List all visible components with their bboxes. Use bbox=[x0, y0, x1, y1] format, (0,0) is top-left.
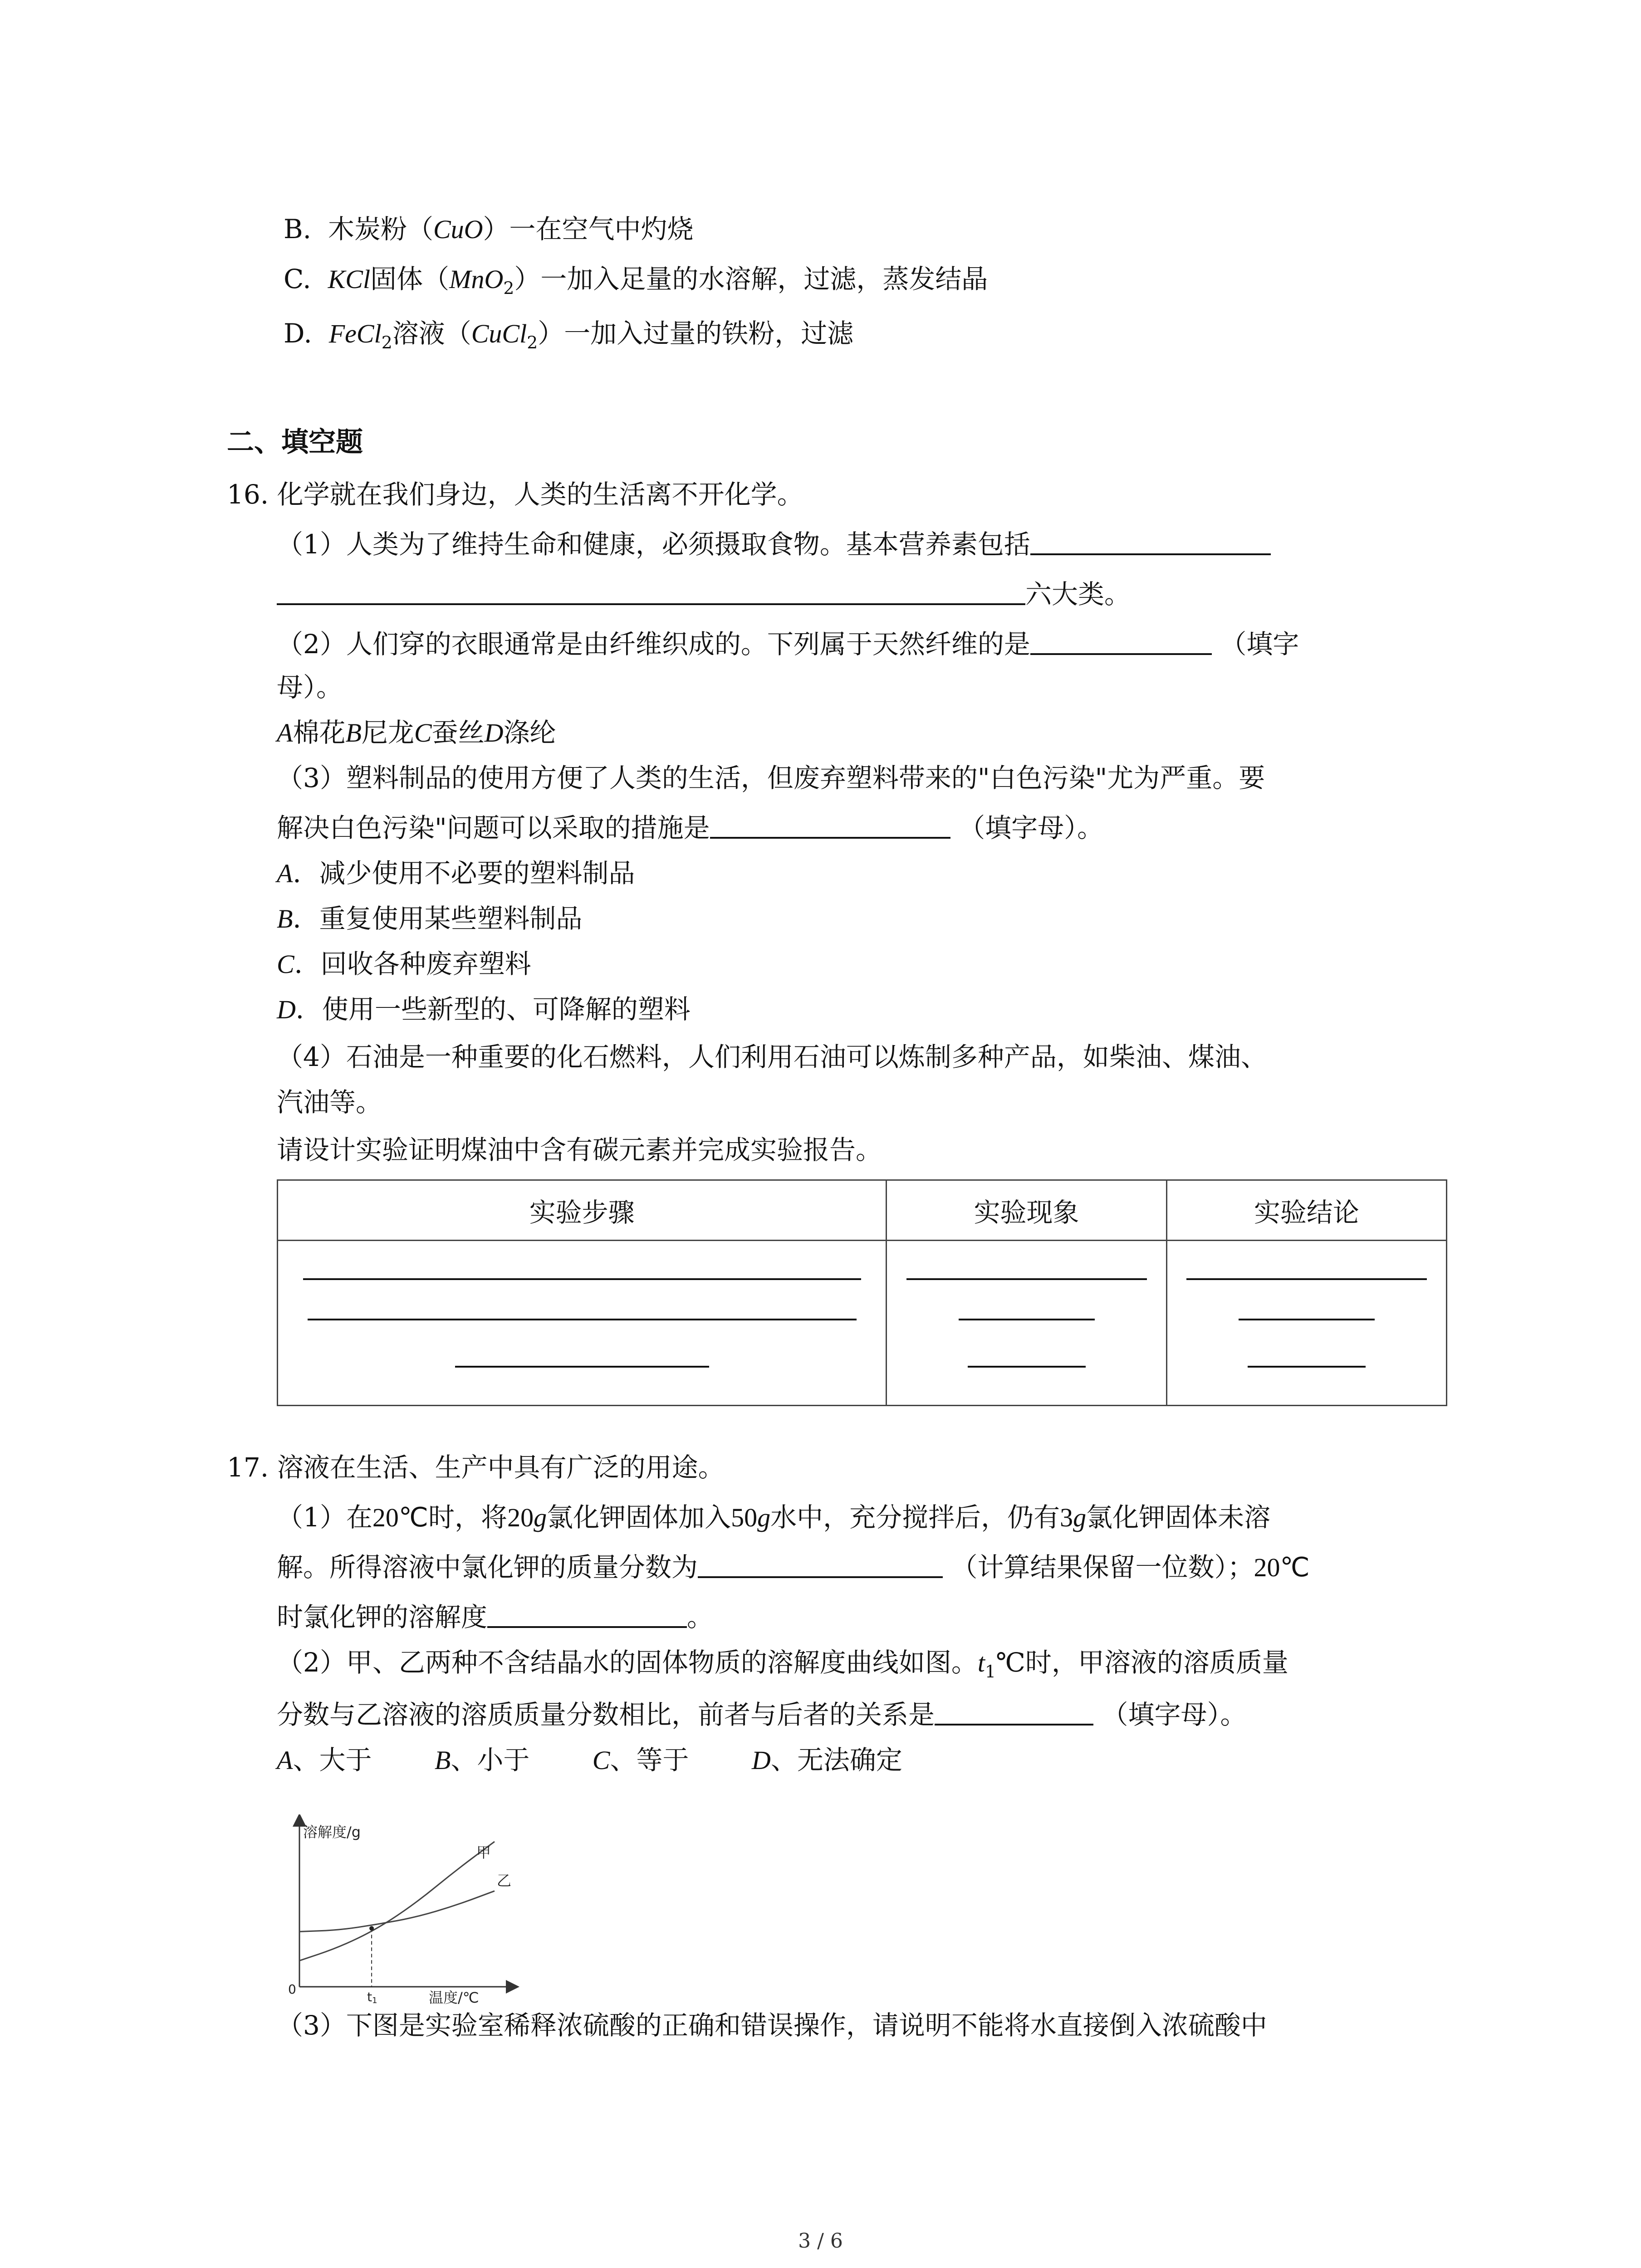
q17-p2-line1: （2）甲、乙两种不含结晶水的固体物质的溶解度曲线如图。$t_1℃$时，甲溶液的溶质质量 bbox=[277, 1647, 1288, 1682]
section-title: 二、填空题 bbox=[227, 426, 363, 458]
option-c: C. KCl固体（MnO$_2$）一加入足量的水溶解，过滤，蒸发结晶 bbox=[284, 264, 988, 298]
answer-blank[interactable] bbox=[698, 1549, 943, 1578]
q17-p2-options bbox=[277, 1742, 902, 1779]
answer-blank[interactable] bbox=[487, 1599, 687, 1628]
answer-blank[interactable] bbox=[1248, 1366, 1366, 1368]
q17-p1-line1: （1）在20℃时，将20g氯化钾固体加入50g水中，充分搅拌后，仍有3g氯化钾固体未溶 bbox=[277, 1502, 1271, 1533]
q17-option-c: C、等于 bbox=[592, 1745, 689, 1775]
table-header-conclusion: 实验结论 bbox=[1166, 1180, 1446, 1241]
origin-label: 0 bbox=[288, 1982, 296, 1997]
answer-blank[interactable] bbox=[277, 576, 1025, 605]
y-axis-label: 溶解度/g bbox=[303, 1823, 361, 1841]
series-label-jia: 甲 bbox=[476, 1844, 491, 1861]
q17-option-d: D、无法确定 bbox=[751, 1745, 902, 1775]
solubility-chart bbox=[286, 1814, 522, 2005]
q16-p3-option-a: A．减少使用不必要的塑料制品 bbox=[277, 858, 635, 889]
answer-blank[interactable] bbox=[308, 1319, 857, 1320]
q17-p1-line3: 时氯化钾的溶解度 。 bbox=[277, 1599, 713, 1635]
q16-p3-option-c: C．回收各种废弃塑料 bbox=[277, 948, 531, 979]
answer-blank[interactable] bbox=[710, 810, 950, 839]
answer-blank[interactable] bbox=[935, 1696, 1093, 1725]
q16-p3-line2: 解决白色污染"问题可以采取的措施是 （填字母）。 bbox=[277, 810, 1103, 846]
q16-p4-line1: （4）石油是一种重要的化石燃料，人们利用石油可以炼制多种产品，如柴油、煤油、 bbox=[277, 1041, 1267, 1072]
x-tick-label: t1 bbox=[367, 1989, 377, 2005]
x-axis-label: 温度/℃ bbox=[429, 1989, 479, 2005]
answer-blank[interactable] bbox=[968, 1366, 1086, 1368]
experiment-report-table bbox=[277, 1179, 1447, 1406]
answer-blank[interactable] bbox=[455, 1366, 709, 1368]
table-header-steps: 实验步骤 bbox=[278, 1180, 887, 1241]
table-cell-phenomenon bbox=[887, 1241, 1166, 1406]
q16-p2-line1: （2）人们穿的衣眼通常是由纤维织成的。下列属于天然纤维的是 （填字 bbox=[277, 626, 1299, 662]
table-cell-steps bbox=[278, 1241, 887, 1406]
table-header-phenomenon: 实验现象 bbox=[887, 1180, 1166, 1241]
table-cell-conclusion bbox=[1166, 1241, 1446, 1406]
answer-blank[interactable] bbox=[303, 1278, 861, 1280]
answer-blank[interactable] bbox=[959, 1319, 1095, 1320]
answer-blank[interactable] bbox=[1186, 1278, 1427, 1280]
q16-stem: 16. 化学就在我们身边，人类的生活离不开化学。 bbox=[227, 479, 803, 510]
q16-p3-option-b: B．重复使用某些塑料制品 bbox=[277, 903, 583, 934]
q16-p3-line1: （3）塑料制品的使用方便了人类的生活，但废弃塑料带来的"白色污染"尤为严重。要 bbox=[277, 763, 1265, 793]
q17-option-b: B、小于 bbox=[434, 1745, 530, 1775]
series-line-yi bbox=[299, 1891, 495, 1932]
q16-p4-line3: 请设计实验证明煤油中含有碳元素并完成实验报告。 bbox=[277, 1134, 882, 1165]
answer-blank[interactable] bbox=[1030, 526, 1271, 555]
q16-p4-line2: 汽油等。 bbox=[277, 1087, 382, 1118]
page-number: 3 / 6 bbox=[798, 2229, 843, 2253]
option-d: D. FeCl$_2$溶液（CuCl$_2$）一加入过量的铁粉，过滤 bbox=[284, 318, 854, 353]
option-b: B. 木炭粉（CuO）一在空气中灼烧 bbox=[284, 214, 694, 244]
q16-p2-options: A棉花B尼龙C蚕丝D涤纶 bbox=[277, 717, 556, 748]
q16-p2-line2: 母）。 bbox=[277, 672, 343, 703]
q17-p2-line2: 分数与乙溶液的溶质质量分数相比，前者与后者的关系是 （填字母）。 bbox=[277, 1696, 1246, 1733]
answer-blank[interactable] bbox=[1030, 626, 1212, 655]
q16-p3-option-d: D．使用一些新型的、可降解的塑料 bbox=[277, 994, 691, 1025]
series-label-yi: 乙 bbox=[497, 1872, 512, 1889]
answer-blank[interactable] bbox=[906, 1278, 1147, 1280]
q16-p1-line1: （1）人类为了维持生命和健康，必须摄取食物。基本营养素包括 bbox=[277, 526, 1271, 562]
q16-p1-line2: 六大类。 bbox=[277, 576, 1131, 612]
q17-option-a: A、大于 bbox=[277, 1745, 372, 1775]
answer-blank[interactable] bbox=[1239, 1319, 1375, 1320]
q17-p1-line2: 解。所得溶液中氯化钾的质量分数为 （计算结果保留一位数）；20℃ bbox=[277, 1549, 1310, 1586]
q17-p3-line1: （3）下图是实验室稀释浓硫酸的正确和错误操作，请说明不能将水直接倒入浓硫酸中 bbox=[277, 2010, 1267, 2041]
q17-stem: 17. 溶液在生活、生产中具有广泛的用途。 bbox=[227, 1452, 725, 1483]
intersection-point bbox=[369, 1926, 374, 1931]
